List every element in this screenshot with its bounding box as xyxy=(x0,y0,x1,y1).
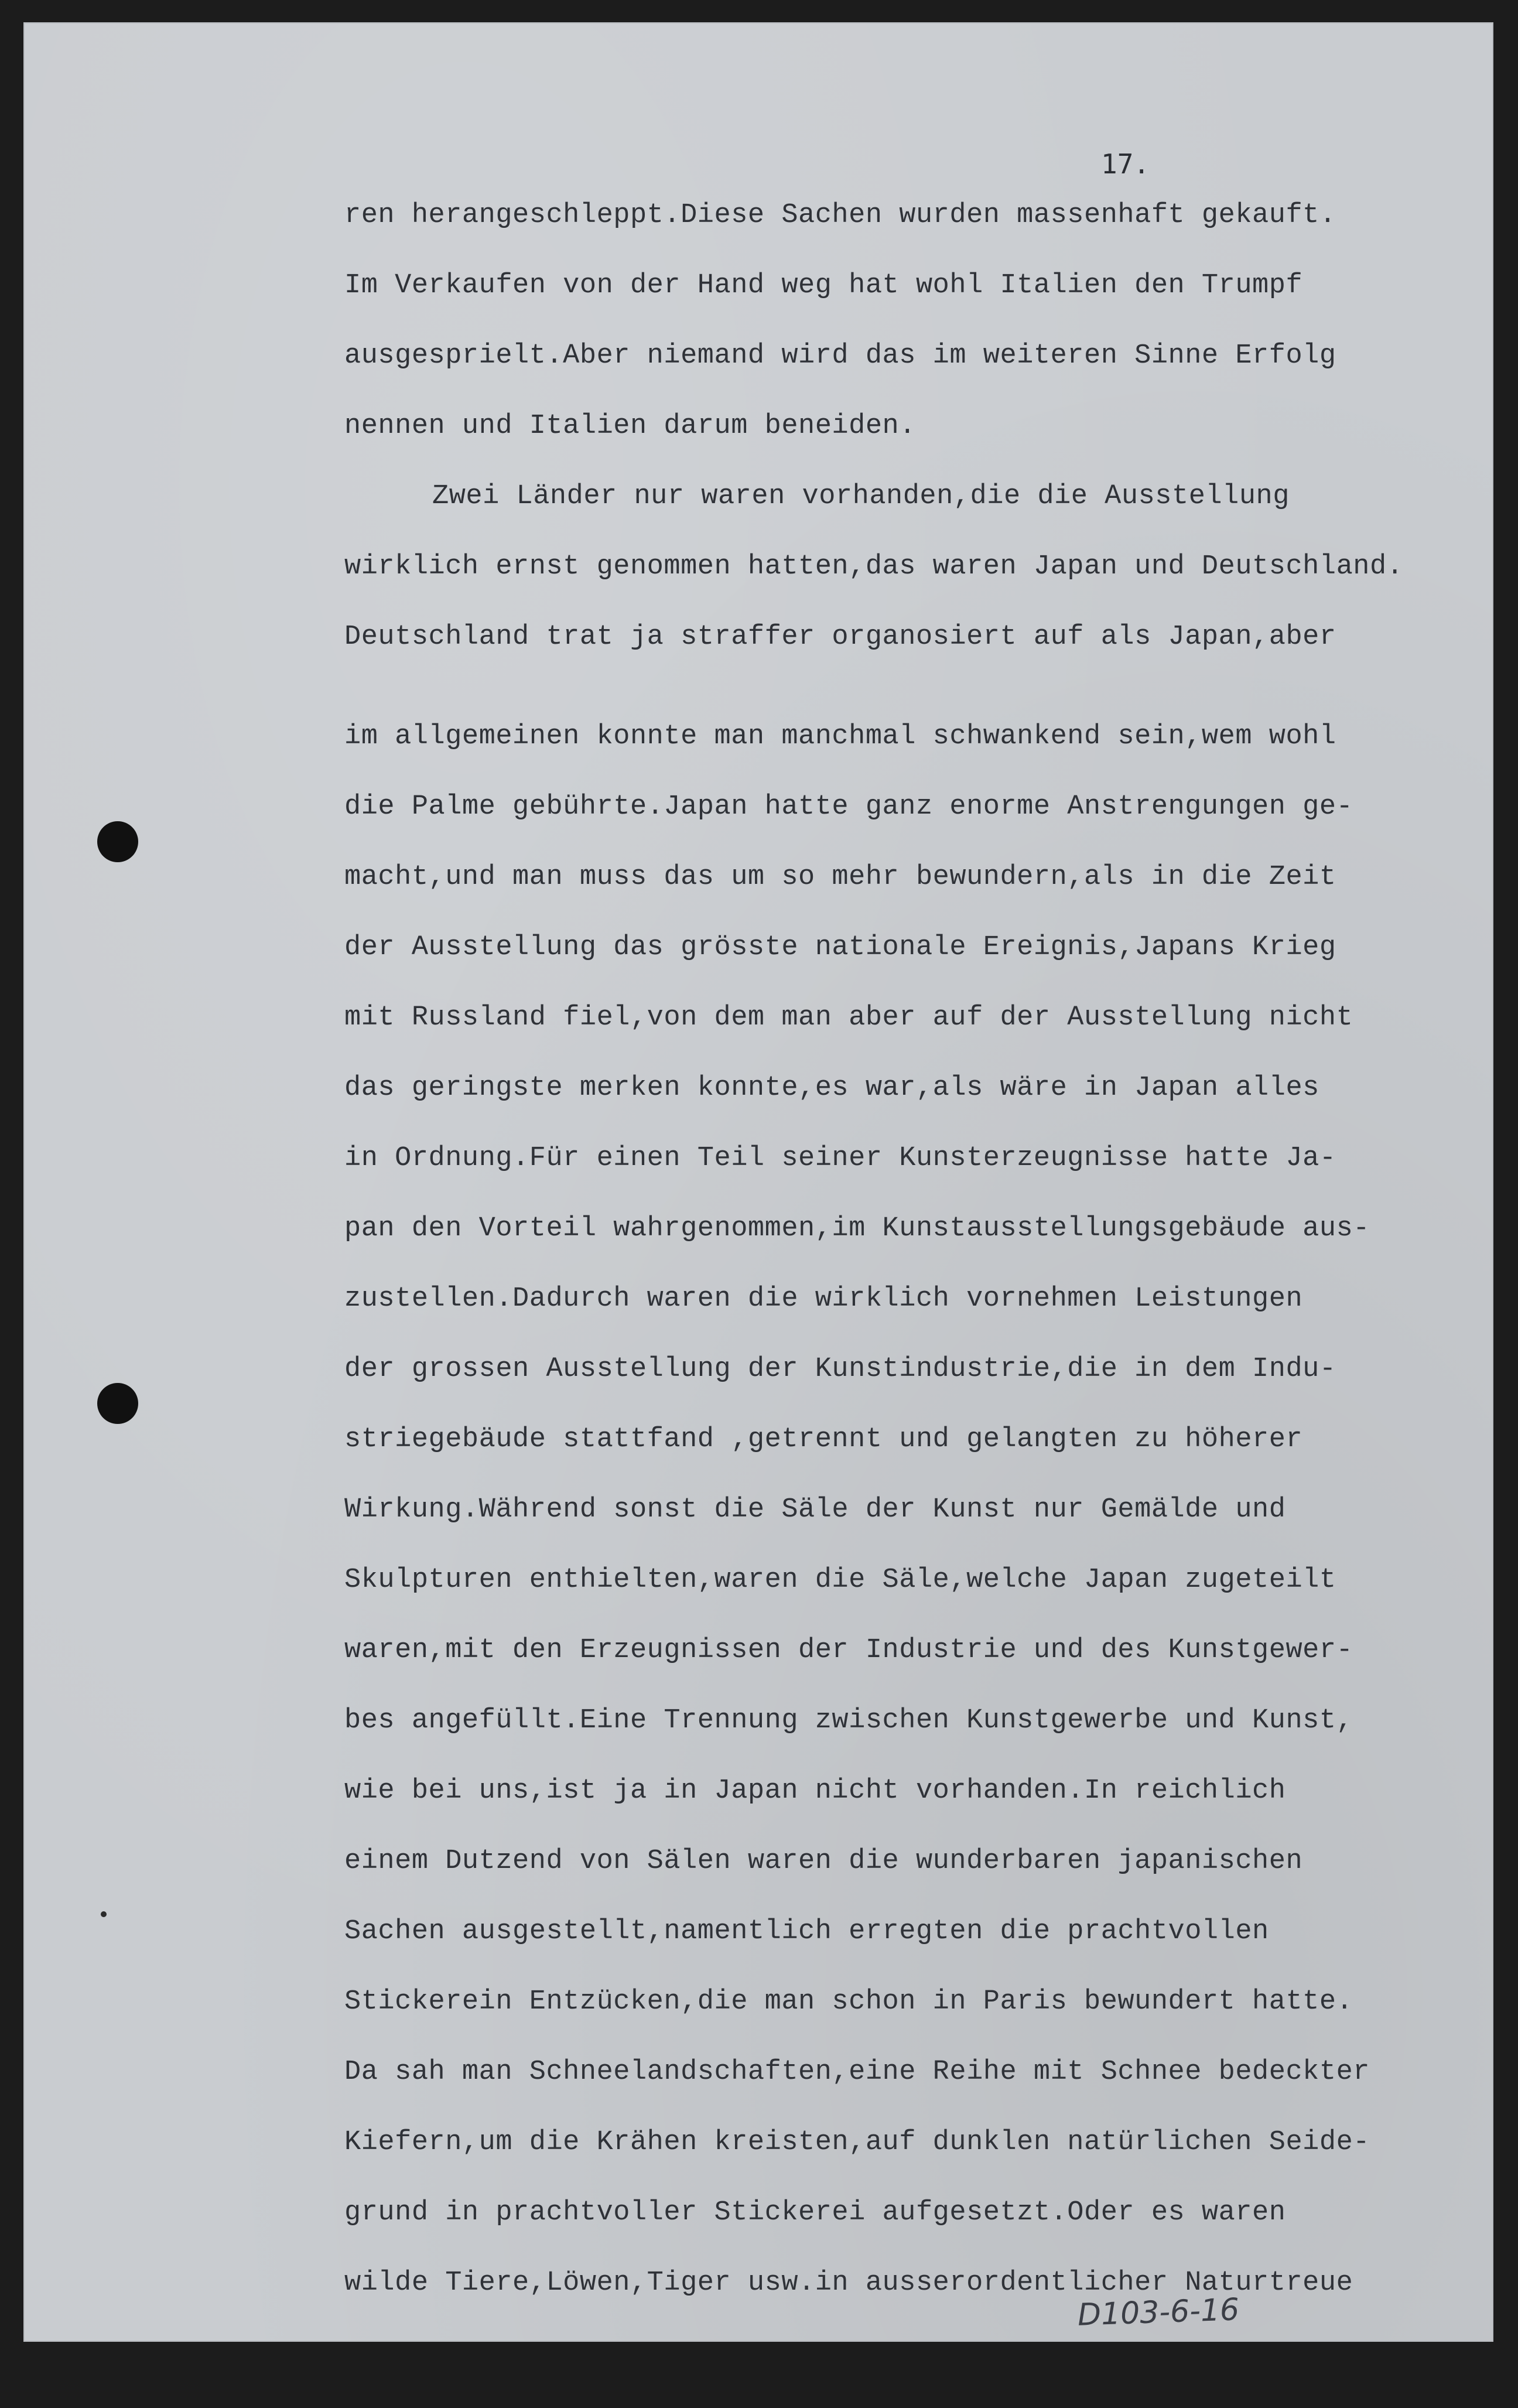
punch-hole-lower xyxy=(97,1383,138,1424)
text-line-11: der Ausstellung das grösste nationale Ereignis,Japans Krieg xyxy=(344,932,1336,963)
text-line-20: Skulpturen enthielten,waren die Säle,welche Japan zugeteilt xyxy=(344,1565,1336,1596)
text-line-23: wie bei uns,ist ja in Japan nicht vorhanden.In reichlich xyxy=(344,1775,1286,1806)
text-line-2: Im Verkaufen von der Hand weg hat wohl Italien den Trumpf xyxy=(344,270,1303,301)
text-line-25: Sachen ausgestellt,namentlich erregten die prachtvollen xyxy=(344,1916,1269,1947)
text-line-6: wirklich ernst genommen hatten,das waren Japan und Deutschland. xyxy=(344,551,1404,582)
punch-hole-upper xyxy=(97,821,138,862)
text-line-29: grund in prachtvoller Stickerei aufgesetzt.Oder es waren xyxy=(344,2197,1286,2228)
paper-speck xyxy=(101,1911,107,1917)
text-line-24: einem Dutzend von Sälen waren die wunderbaren japanischen xyxy=(344,1846,1303,1877)
text-line-30: wilde Tiere,Löwen,Tiger usw.in ausserordentlicher Naturtreue xyxy=(344,2267,1353,2298)
text-line-14: in Ordnung.Für einen Teil seiner Kunsterzeugnisse hatte Ja- xyxy=(344,1143,1336,1174)
text-line-28: Kiefern,um die Krähen kreisten,auf dunklen natürlichen Seide- xyxy=(344,2127,1370,2158)
text-line-4: nennen und Italien darum beneiden. xyxy=(344,411,916,442)
text-line-1: ren herangeschleppt.Diese Sachen wurden massenhaft gekauft. xyxy=(344,200,1336,231)
text-line-13: das geringste merken konnte,es war,als wäre in Japan alles xyxy=(344,1073,1319,1104)
typewritten-text xyxy=(344,180,1469,2318)
text-line-10: macht,und man muss das um so mehr bewundern,als in die Zeit xyxy=(344,862,1336,893)
text-line-26: Stickerein Entzücken,die man schon in Paris bewundert hatte. xyxy=(344,1986,1353,2017)
text-line-27: Da sah man Schneelandschaften,eine Reihe mit Schnee bedeckter xyxy=(344,2057,1370,2088)
text-line-5: Zwei Länder nur waren vorhanden,die die Ausstellung xyxy=(432,481,1290,512)
page-number: 17. xyxy=(1101,148,1150,180)
text-line-22: bes angefüllt.Eine Trennung zwischen Kunstgewerbe und Kunst, xyxy=(344,1705,1353,1736)
text-line-18: striegebäude stattfand ,getrennt und gelangten zu höherer xyxy=(344,1424,1303,1455)
text-line-15: pan den Vorteil wahrgenommen,im Kunstausstellungsgebäude aus- xyxy=(344,1213,1370,1244)
text-line-9: die Palme gebührte.Japan hatte ganz enorme Anstrengungen ge- xyxy=(344,791,1353,822)
text-line-3: ausgesprielt.Aber niemand wird das im weiteren Sinne Erfolg xyxy=(344,340,1336,371)
archive-reference-handwritten: D103-6-16 xyxy=(1077,2292,1240,2333)
text-line-21: waren,mit den Erzeugnissen der Industrie und des Kunstgewer- xyxy=(344,1635,1353,1666)
text-line-8: im allgemeinen konnte man manchmal schwankend sein,wem wohl xyxy=(344,721,1336,752)
text-line-16: zustellen.Dadurch waren die wirklich vornehmen Leistungen xyxy=(344,1283,1303,1314)
document-page xyxy=(23,22,1493,2342)
text-line-7: Deutschland trat ja straffer organosiert auf als Japan,aber xyxy=(344,621,1336,653)
text-line-17: der grossen Ausstellung der Kunstindustrie,die in dem Indu- xyxy=(344,1354,1336,1385)
text-line-12: mit Russland fiel,von dem man aber auf der Ausstellung nicht xyxy=(344,1002,1353,1033)
text-line-19: Wirkung.Während sonst die Säle der Kunst nur Gemälde und xyxy=(344,1494,1286,1525)
